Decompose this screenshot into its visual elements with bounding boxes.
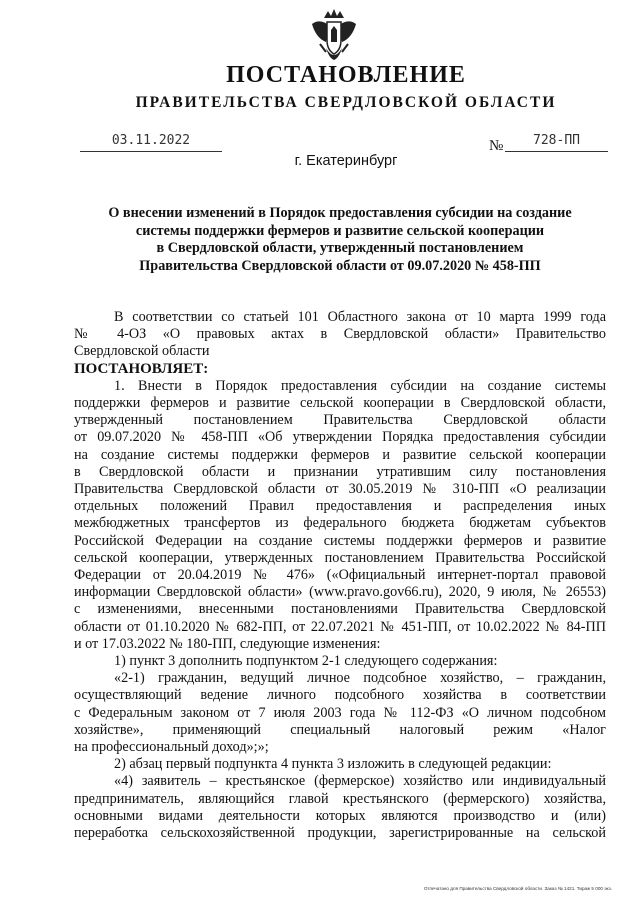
text-line: утвержденный постановлением Правительства Свердловской области <box>74 412 606 429</box>
text-line: В соответствии со статьей 101 Областного закона от 10 марта 1999 года <box>114 309 606 325</box>
text-line: на создание системы поддержки фермеров и развитие сельской кооперации <box>74 446 606 463</box>
text-line: сельской кооперации, утвержденных постановлением Правительства Российской <box>74 549 606 566</box>
text-line: информации Свердловской области» (www.pravo.gov66.ru), 2020, 9 июля, № 26553) <box>74 584 606 601</box>
text-line: от 09.07.2020 № 458-ПП «Об утверждении Порядка предоставления субсидии <box>74 429 606 446</box>
document-heading <box>74 205 606 276</box>
number-label: № <box>489 138 504 154</box>
text-line: № 4-ОЗ «О правовых актах в Свердловской области» Правительство <box>74 326 606 343</box>
text-line: основными видами деятельности которых являются производство и (или) <box>74 807 606 824</box>
text-line: предприниматель, являющийся главой крестьянского (фермерского) хозяйства, <box>74 790 606 807</box>
text-line: Свердловской области <box>74 343 210 360</box>
text-line: 1. Внести в Порядок предоставления субсидии на создание системы <box>114 377 606 394</box>
city: г. Екатеринбург <box>294 153 398 169</box>
text-line: межбюджетных трансфертов из федерального бюджета бюджетам субъектов <box>74 515 606 532</box>
text-line: и от 17.03.2022 № 180-ПП, следующие изменения: <box>74 635 381 652</box>
heading-line: О внесении изменений в Порядок предоставления субсидии на создание <box>108 205 572 221</box>
text-line: Федерации от 20.04.2019 № 476» («Официальный интернет-портал правовой <box>74 567 606 584</box>
print-footer: Отпечатано для Правительства Свердловской области. Заказ № 1421. Тираж 5 000 экз. <box>423 886 612 891</box>
text-line: 1) пункт 3 дополнить подпунктом 2-1 следующего содержания: <box>114 653 498 670</box>
text-line: области от 01.10.2020 № 682-ПП, от 22.07.2021 № 451-ПП, от 10.02.2022 № 84-ПП <box>74 618 606 635</box>
text-line: хозяйстве», применяющий специальный налоговый режим «Налог <box>74 721 606 738</box>
document-number: 728-ПП <box>505 133 608 152</box>
text-line: с Федеральным законом от 7 июля 2003 года № 112-ФЗ «О личном подсобном <box>74 704 606 721</box>
text-line: осуществляющий ведение личного подсобного хозяйства в соответствии <box>74 687 606 704</box>
text-line: переработка сельскохозяйственной продукции, зарегистрированные на сельской <box>74 825 606 842</box>
heading-line: в Свердловской области, утвержденный постановлением <box>156 240 524 257</box>
heading-line: Правительства Свердловской области от 09.07.2020 № 458-ПП <box>139 258 541 275</box>
text-line: в Свердловской области и признании утратившим силу постановления <box>74 463 606 480</box>
text-line: 2) абзац первый подпункта 4 пункта 3 изложить в следующей редакции: <box>114 756 552 773</box>
text-line: «4) заявитель – крестьянское (фермерское) хозяйство или индивидуальный <box>114 773 606 790</box>
text-line: на профессиональный доход»;»; <box>74 739 269 756</box>
text-line: поддержки фермеров и развитие сельской кооперации в Свердловской области, <box>74 395 606 412</box>
text-line: Правительства Свердловской области от 30.05.2019 № 310-ПП «О реализации <box>74 481 606 498</box>
text-line: «2-1) гражданин, ведущий личное подсобное хозяйство, – гражданин, <box>114 670 606 687</box>
document-title: ПОСТАНОВЛЕНИЕ <box>226 62 466 88</box>
document-subtitle: ПРАВИТЕЛЬСТВА СВЕРДЛОВСКОЙ ОБЛАСТИ <box>135 94 557 111</box>
date-field: 03.11.2022 <box>80 133 222 152</box>
text-line: ПОСТАНОВЛЯЕТ: <box>74 360 209 377</box>
heading-line: системы поддержки фермеров и развитие сельской кооперации <box>135 222 545 239</box>
text-line: отдельных положений Правил предоставления и распределения иных <box>74 498 606 515</box>
document-body <box>74 309 606 842</box>
text-line: с изменениями, внесенными постановлениями Правительства Свердловской <box>74 601 606 618</box>
text-line: Российской Федерации на создание системы поддержки фермеров и развитие <box>74 532 606 549</box>
coat-of-arms-icon <box>306 8 362 64</box>
